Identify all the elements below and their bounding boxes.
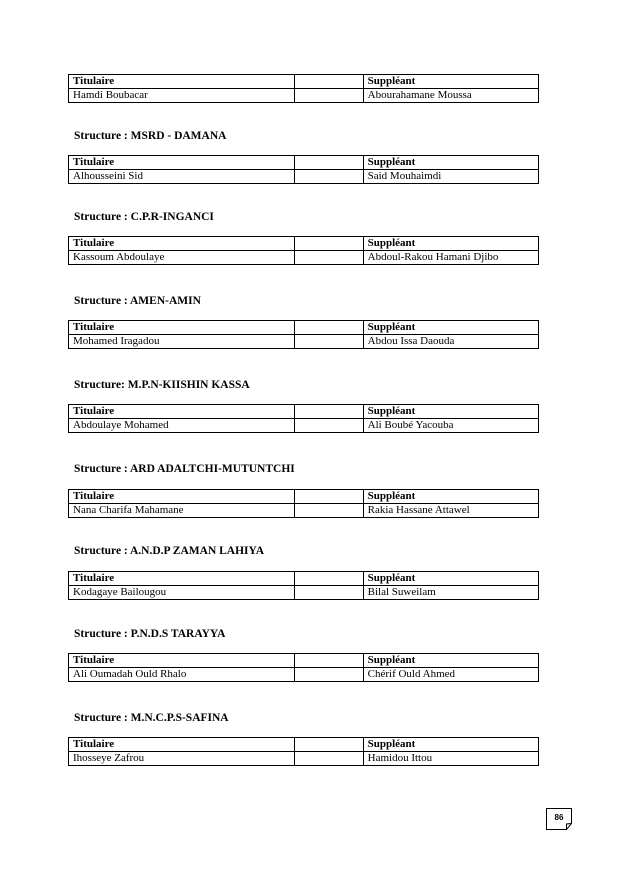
table-row [69, 335, 539, 349]
spacer-cell [295, 335, 363, 349]
representative-table [68, 236, 539, 265]
suppleant-header: Suppléant [363, 490, 538, 504]
spacer-cell [295, 251, 363, 265]
titulaire-header: Titulaire [69, 654, 295, 668]
titulaire-header: Titulaire [69, 738, 295, 752]
table-header-row [69, 738, 539, 752]
titulaire-name: Ali Oumadah Ould Rhalo [69, 668, 295, 682]
spacer-cell [295, 156, 363, 170]
spacer-cell [295, 504, 363, 518]
structure-heading: Structure : P.N.D.S TARAYYA [74, 628, 226, 640]
table-header-row [69, 321, 539, 335]
titulaire-name: Kodagaye Bailougou [69, 586, 295, 600]
structure-heading: Structure : ARD ADALTCHI-MUTUNTCHI [74, 463, 295, 475]
suppleant-name: Rakia Hassane Attawel [363, 504, 538, 518]
titulaire-header: Titulaire [69, 237, 295, 251]
structure-heading: Structure : MSRD - DAMANA [74, 130, 227, 142]
structure-heading: Structure : M.N.C.P.S-SAFINA [74, 712, 229, 724]
spacer-cell [295, 738, 363, 752]
spacer-cell [295, 490, 363, 504]
suppleant-name: Abdoul-Rakou Hamani Djibo [363, 251, 538, 265]
spacer-cell [295, 654, 363, 668]
spacer-cell [295, 170, 363, 184]
table-row [69, 89, 539, 103]
suppleant-name: Abdou Issa Daouda [363, 335, 538, 349]
representative-table [68, 320, 539, 349]
spacer-cell [295, 668, 363, 682]
representative-table [68, 404, 539, 433]
table-row [69, 251, 539, 265]
structure-heading: Structure : C.P.R-INGANCI [74, 211, 214, 223]
titulaire-header: Titulaire [69, 405, 295, 419]
suppleant-header: Suppléant [363, 321, 538, 335]
spacer-cell [295, 75, 363, 89]
table-header-row [69, 405, 539, 419]
table-row [69, 504, 539, 518]
titulaire-header: Titulaire [69, 156, 295, 170]
titulaire-name: Ihosseye Zafrou [69, 752, 295, 766]
representative-table [68, 653, 539, 682]
table-row [69, 752, 539, 766]
table-header-row [69, 75, 539, 89]
spacer-cell [295, 752, 363, 766]
titulaire-name: Nana Charifa Mahamane [69, 504, 295, 518]
suppleant-name: Hamidou Ittou [363, 752, 538, 766]
representative-table [68, 155, 539, 184]
spacer-cell [295, 237, 363, 251]
representative-table [68, 737, 539, 766]
suppleant-name: Bilal Suweilam [363, 586, 538, 600]
page-number: 86 [554, 813, 564, 822]
table-header-row [69, 156, 539, 170]
suppleant-header: Suppléant [363, 572, 538, 586]
suppleant-name: Said Mouhaimdi [363, 170, 538, 184]
titulaire-header: Titulaire [69, 572, 295, 586]
suppleant-header: Suppléant [363, 156, 538, 170]
titulaire-header: Titulaire [69, 490, 295, 504]
titulaire-name: Alhousseini Sid [69, 170, 295, 184]
titulaire-name: Hamdi Boubacar [69, 89, 295, 103]
page-number-box [546, 808, 576, 830]
structure-heading: Structure : AMEN-AMIN [74, 295, 201, 307]
table-header-row [69, 490, 539, 504]
suppleant-header: Suppléant [363, 738, 538, 752]
table-row [69, 419, 539, 433]
spacer-cell [295, 405, 363, 419]
spacer-cell [295, 419, 363, 433]
spacer-cell [295, 572, 363, 586]
suppleant-header: Suppléant [363, 405, 538, 419]
suppleant-name: Ali Boubé Yacouba [363, 419, 538, 433]
table-row [69, 586, 539, 600]
table-header-row [69, 237, 539, 251]
titulaire-header: Titulaire [69, 75, 295, 89]
titulaire-name: Kassoum Abdoulaye [69, 251, 295, 265]
spacer-cell [295, 321, 363, 335]
spacer-cell [295, 586, 363, 600]
titulaire-header: Titulaire [69, 321, 295, 335]
titulaire-name: Abdoulaye Mohamed [69, 419, 295, 433]
suppleant-name: Chérif Ould Ahmed [363, 668, 538, 682]
suppleant-name: Abourahamane Moussa [363, 89, 538, 103]
suppleant-header: Suppléant [363, 237, 538, 251]
table-row [69, 170, 539, 184]
representative-table [68, 571, 539, 600]
titulaire-name: Mohamed Iragadou [69, 335, 295, 349]
structure-heading: Structure: M.P.N-KIISHIN KASSA [74, 379, 250, 391]
suppleant-header: Suppléant [363, 654, 538, 668]
table-row [69, 668, 539, 682]
spacer-cell [295, 89, 363, 103]
table-header-row [69, 654, 539, 668]
suppleant-header: Suppléant [363, 75, 538, 89]
representative-table [68, 74, 539, 103]
representative-table [68, 489, 539, 518]
table-header-row [69, 572, 539, 586]
structure-heading: Structure : A.N.D.P ZAMAN LAHIYA [74, 545, 265, 557]
